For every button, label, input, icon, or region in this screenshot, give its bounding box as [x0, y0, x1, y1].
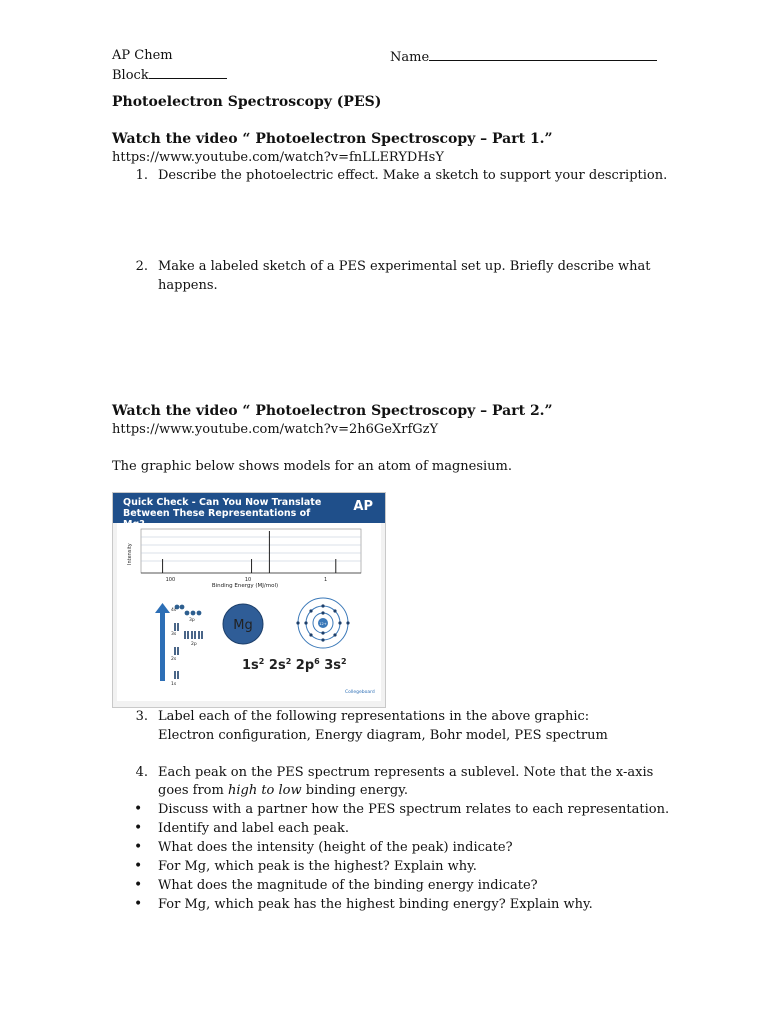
part2-heading: Watch the video “ Photoelectron Spectroscopy – Part 2.” [112, 403, 553, 419]
x-tick-1: 1 [324, 577, 328, 583]
q1-number: 1. [135, 168, 148, 183]
q2-text-line1: Make a labeled sketch of a PES experimental set up. Briefly describe what [158, 259, 651, 274]
energy-diagram [155, 603, 202, 687]
x-tick-100: 100 [165, 577, 176, 583]
block-blank [149, 66, 227, 79]
bullet-icon: • [134, 801, 143, 817]
collegeboard-logo: Collegeboard [345, 690, 375, 695]
course-label: AP Chem [112, 48, 173, 63]
q2-number: 2. [135, 259, 148, 274]
name-blank [429, 48, 657, 61]
energy-arrow-icon [155, 603, 170, 613]
sublevel-3s: 3s [171, 632, 177, 637]
part2-url[interactable]: https://www.youtube.com/watch?v=2h6GeXrfGzY [112, 422, 439, 437]
q2-text-line2: happens. [158, 278, 218, 293]
mg-models-figure [112, 492, 386, 708]
name-label: Name [390, 50, 430, 65]
y-axis-label: Intensity [127, 543, 133, 565]
x-axis-label: Binding Energy (MJ/mol) [211, 583, 279, 589]
q4-number: 4. [135, 765, 148, 780]
bullet-icon: • [134, 896, 143, 912]
block-label: Block [112, 68, 149, 83]
part1-heading: Watch the video “ Photoelectron Spectroscopy – Part 1.” [112, 131, 553, 147]
bohr-model [296, 598, 349, 648]
x-tick-10: 10 [244, 577, 252, 583]
q4-text-line1: Each peak on the PES spectrum represents a sublevel. Note that the x-axis [158, 765, 654, 780]
bullet-icon: • [134, 820, 143, 836]
nucleus-charge: 12+ [319, 622, 327, 626]
q3-text-line1: Label each of the following representations in the above graphic: [158, 709, 590, 724]
bullet-item: Discuss with a partner how the PES spectrum relates to each representation. [158, 802, 670, 817]
q1-text: Describe the photoelectric effect. Make a sketch to support your description. [158, 168, 668, 183]
name-field[interactable] [390, 48, 657, 65]
bullet-item: For Mg, which peak is the highest? Explain why. [158, 859, 477, 874]
bullet-item: What does the magnitude of the binding energy indicate? [158, 878, 538, 893]
figure-title: Quick Check - Can You Now Translate Between These Representations of [123, 497, 322, 519]
bullet-icon: • [134, 839, 143, 855]
bullet-icon: • [134, 877, 143, 893]
bullet-item: For Mg, which peak has the highest binding energy? Explain why. [158, 897, 593, 912]
bullet-item: What does the intensity (height of the peak) indicate? [158, 840, 513, 855]
q3-number: 3. [135, 709, 148, 724]
electron-configuration: $1s^2$ $2s^2$ $2p^6$ $3s^2$ [242, 657, 347, 673]
sublevel-4s: 4s [171, 608, 177, 613]
bullet-icon: • [134, 858, 143, 874]
sublevel-3p: 3p [189, 618, 195, 623]
pes-spectrum [127, 529, 361, 589]
part1-url[interactable]: https://www.youtube.com/watch?v=fnLLERYDHsY [112, 150, 444, 165]
figure-banner [113, 493, 385, 523]
sublevel-1s: 1s [171, 682, 177, 687]
mg-symbol: Mg [233, 618, 253, 633]
figure-body [117, 523, 381, 701]
emphasis-high-to-low: high to low [227, 783, 302, 798]
sublevel-2s: 2s [171, 657, 177, 662]
figure-svg [117, 523, 381, 701]
q4-text-line2: goes from high to low binding energy. [158, 783, 408, 798]
bullet-item: Identify and label each peak. [158, 821, 349, 836]
block-field[interactable] [112, 66, 227, 83]
sublevel-2p: 2p [191, 642, 197, 647]
page-title: Photoelectron Spectroscopy (PES) [112, 94, 382, 110]
ap-logo: AP [353, 499, 373, 514]
part2-intro: The graphic below shows models for an atom of magnesium. [112, 459, 513, 474]
q3-text-line2: Electron configuration, Energy diagram, Bohr model, PES spectrum [158, 728, 608, 743]
mg-atom [223, 604, 263, 644]
